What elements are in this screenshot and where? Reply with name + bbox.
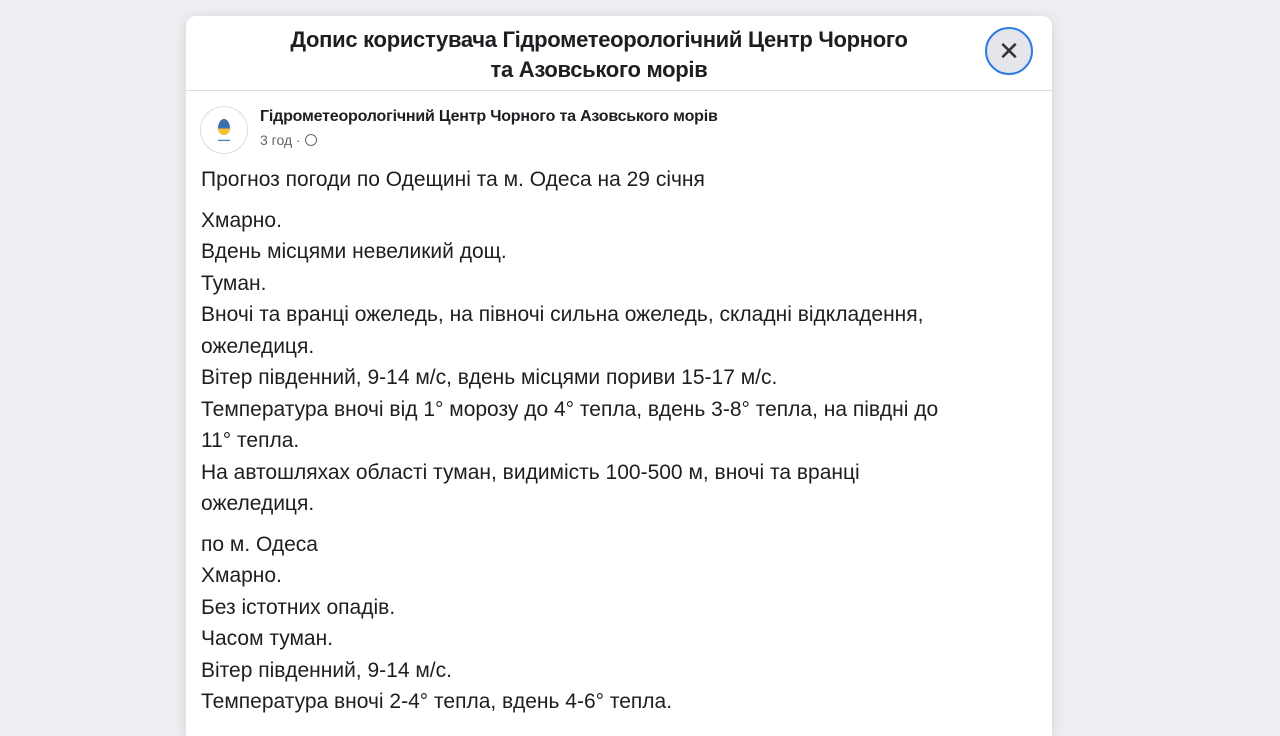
text-line: по м. Одеса [201, 532, 318, 556]
post-paragraph [201, 164, 938, 196]
globe-icon [305, 134, 317, 146]
logo-drop-icon [218, 119, 230, 135]
close-button[interactable] [985, 27, 1033, 75]
text-line: Температура вночі 2-4° тепла, вдень 4-6° тепла. [201, 690, 673, 713]
text-line: Температура вночі від 1° морозу до 4° тепла, вдень 3-8° тепла, на півдні до [201, 397, 939, 421]
post-paragraph [201, 529, 938, 718]
close-icon: ✕ [998, 35, 1020, 66]
text-line: Хмарно. [201, 208, 282, 232]
text-line: 11° тепла. [201, 429, 300, 452]
post-author [200, 106, 718, 154]
text-line: На автошляхах області туман, видимість 100-500 м, вночі та вранці [201, 460, 860, 484]
post-time[interactable]: 3 год [260, 132, 293, 148]
text-line: Без істотних опадів. [201, 595, 396, 619]
text-line: Хмарно. [201, 564, 282, 587]
post-dialog [186, 16, 1052, 736]
avatar[interactable] [200, 106, 248, 154]
post-paragraph [201, 205, 938, 520]
text-line: ожеледиця. [201, 334, 315, 358]
title-line: Допис користувача Гідрометеорологічний Центр Чорного [290, 27, 908, 52]
author-name[interactable]: Гідрометеорологічний Центр Чорного та Азовського морів [260, 108, 718, 125]
dialog-title [246, 25, 952, 85]
post-text [201, 164, 938, 727]
text-line: Вночі та вранці ожеледь, на півночі сильна ожеледь, складні відкладення, [201, 303, 924, 326]
text-line: Прогноз погоди по Одещині та м. Одеса на 29 січня [201, 168, 705, 191]
text-line: ожеледиця. [201, 492, 315, 515]
text-line: Вітер південний, 9-14 м/с. [201, 658, 452, 682]
text-line: Вітер південний, 9-14 м/с, вдень місцями пориви 15-17 м/с. [201, 366, 778, 389]
title-line: та Азовського морів [490, 57, 708, 82]
logo-text: ▬▬▬ [218, 136, 230, 142]
text-line: Вдень місцями невеликий дощ. [201, 240, 507, 263]
text-line: Часом туман. [201, 627, 334, 650]
dialog-header [186, 16, 1052, 91]
separator: · [296, 132, 301, 148]
text-line: Туман. [201, 271, 267, 295]
